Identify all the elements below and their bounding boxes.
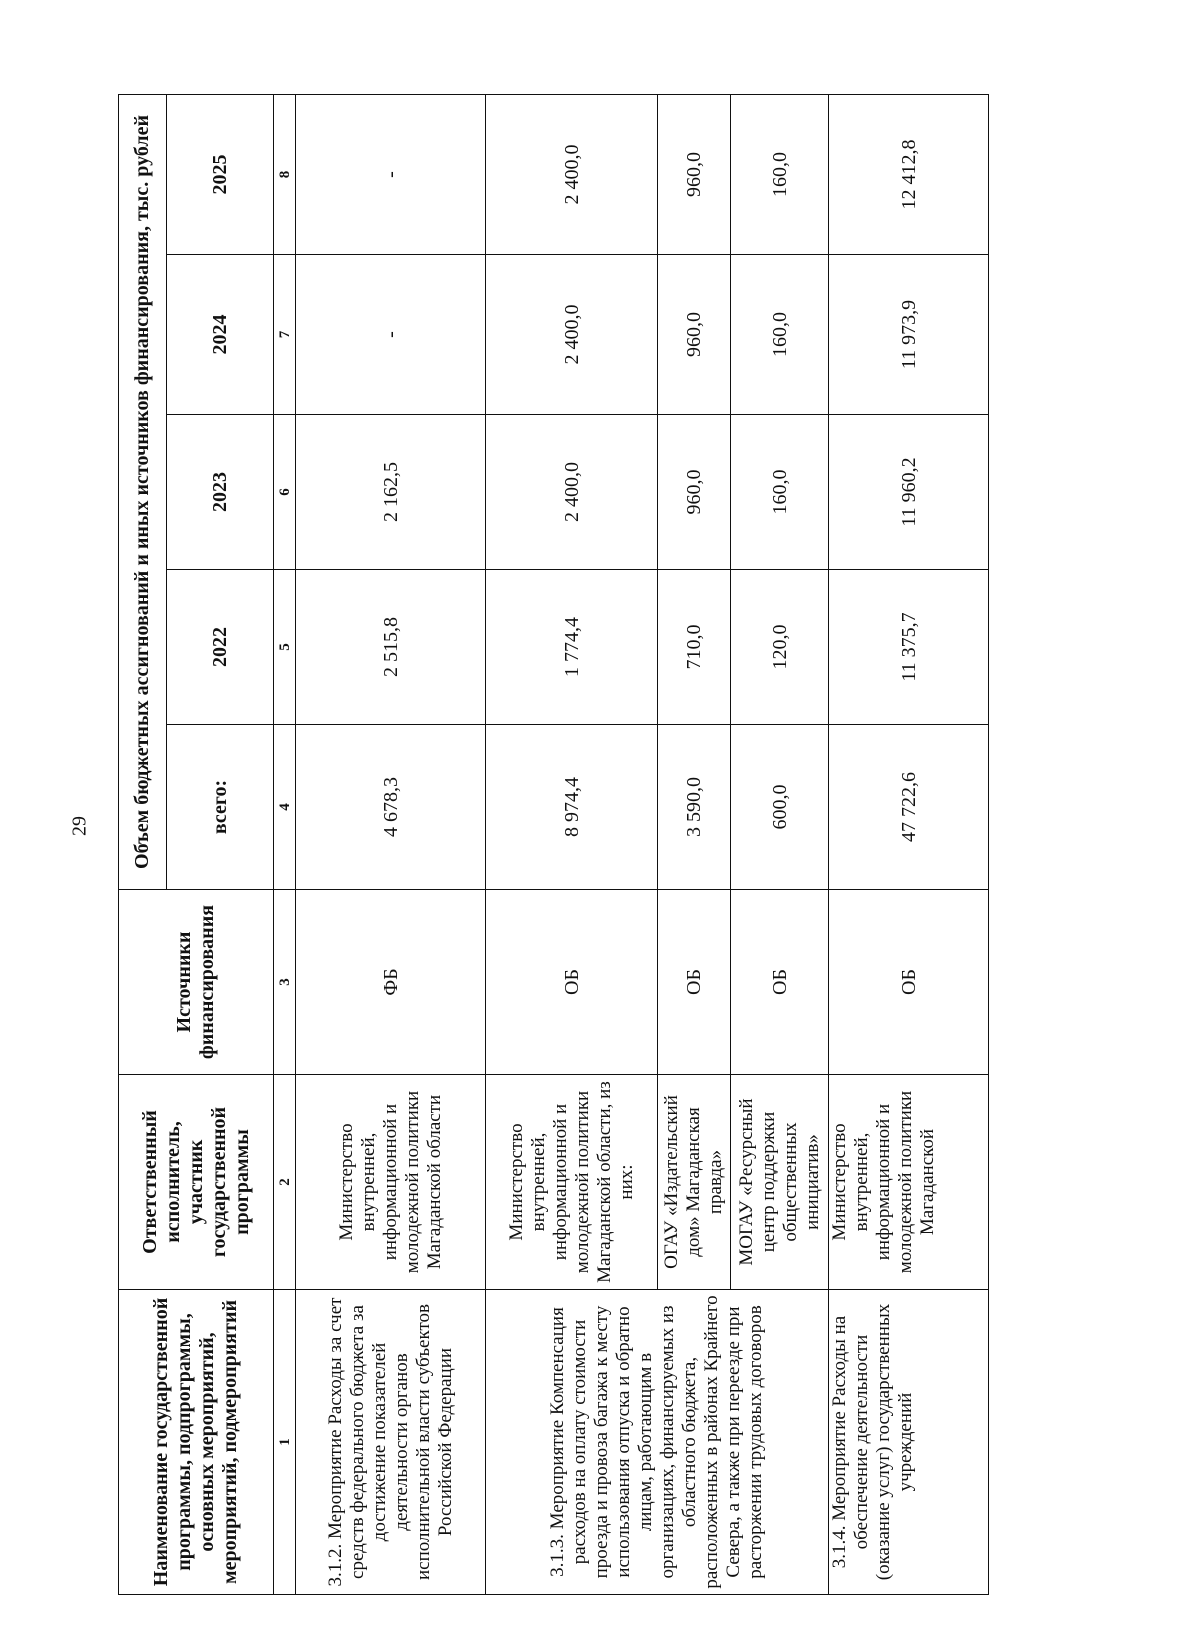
header-2022: 2022 — [167, 570, 274, 725]
financing-table — [118, 94, 989, 1595]
row-value-2025: 12 412,8 — [829, 95, 989, 255]
column-numbers-row — [274, 95, 296, 1595]
row-total: 3 590,0 — [658, 725, 731, 890]
rotated-table-area — [118, 95, 988, 1595]
row-value-2024: 160,0 — [731, 255, 829, 415]
column-number: 7 — [274, 255, 296, 415]
row-name: 3.1.3. Мероприятие Компенсация расходов на оплату стоимости проезда и провоза багажа к месту использования отпуска и обратно лицам, работающим в организациях, финансируемых из областного бюджета, расположенных в районах Крайнего Севера, а также при переезде при расторжении трудовых договоров — [486, 1290, 829, 1595]
row-value-2024: 960,0 — [658, 255, 731, 415]
row-source: ФБ — [296, 890, 486, 1075]
row-name-cell — [829, 1290, 989, 1595]
header-funding-group: Объем бюджетных ассигнований и иных источников финансирования, тыс. рублей — [119, 95, 167, 890]
row-executor: Министерство внутренней, информационной и молодежной политики Магаданской — [829, 1090, 938, 1274]
table-row — [296, 95, 486, 1595]
row-value-2022: 2 515,8 — [296, 570, 486, 725]
row-source: ОБ — [829, 890, 989, 1075]
header-2023: 2023 — [167, 415, 274, 570]
row-source: ОБ — [731, 890, 829, 1075]
row-value-2022: 710,0 — [658, 570, 731, 725]
row-value-2023: 2 162,5 — [296, 415, 486, 570]
column-number: 2 — [274, 1075, 296, 1290]
column-number: 5 — [274, 570, 296, 725]
row-total: 4 678,3 — [296, 725, 486, 890]
row-total: 600,0 — [731, 725, 829, 890]
row-source: ОБ — [486, 890, 658, 1075]
header-executor: Ответственный исполнитель, участник государственной программы — [119, 1075, 274, 1290]
row-value-2022: 120,0 — [731, 570, 829, 725]
row-value-2022: 1 774,4 — [486, 570, 658, 725]
row-value-2024: 11 973,9 — [829, 255, 989, 415]
table-row — [486, 95, 658, 1595]
row-total: 8 974,4 — [486, 725, 658, 890]
row-executor: ОГАУ «Издательский дом» Магаданская правда» — [658, 1075, 731, 1290]
column-number: 3 — [274, 890, 296, 1075]
header-2025: 2025 — [167, 95, 274, 255]
row-executor: Министерство внутренней, информационной и молодежной политики Магаданской области, из них: — [486, 1075, 658, 1290]
table-row — [829, 95, 989, 1595]
row-value-2024: - — [296, 255, 486, 415]
page-number: 29 — [68, 816, 91, 836]
column-number: 4 — [274, 725, 296, 890]
header-source: Источники финансирования — [119, 890, 274, 1075]
row-name: 3.1.2. Мероприятие Расходы за счет средств федерального бюджета за достижение показателей деятельности органов исполнительной власти субъектов Российской Федерации — [296, 1290, 486, 1595]
row-value-2025: - — [296, 95, 486, 255]
row-executor: Министерство внутренней, информационной и молодежной политики Магаданской области — [296, 1075, 486, 1290]
row-value-2024: 2 400,0 — [486, 255, 658, 415]
header-total: всего: — [167, 725, 274, 890]
row-value-2025: 2 400,0 — [486, 95, 658, 255]
row-name: 3.1.4. Мероприятие Расходы на обеспечение деятельности (оказание услуг) государственных учреждений — [829, 1303, 916, 1581]
row-total: 47 722,6 — [829, 725, 989, 890]
row-value-2023: 160,0 — [731, 415, 829, 570]
row-value-2023: 2 400,0 — [486, 415, 658, 570]
row-source: ОБ — [658, 890, 731, 1075]
row-value-2025: 160,0 — [731, 95, 829, 255]
column-number: 1 — [274, 1290, 296, 1595]
header-name: Наименование государственной программы, подпрограммы, основных мероприятий, мероприятий, подмероприятий — [119, 1290, 274, 1595]
row-value-2025: 960,0 — [658, 95, 731, 255]
column-number: 8 — [274, 95, 296, 255]
header-2024: 2024 — [167, 255, 274, 415]
column-number: 6 — [274, 415, 296, 570]
row-executor-cell — [829, 1075, 989, 1290]
row-value-2022: 11 375,7 — [829, 570, 989, 725]
row-value-2023: 960,0 — [658, 415, 731, 570]
row-value-2023: 11 960,2 — [829, 415, 989, 570]
row-executor: МОГАУ «Ресурсный центр поддержки общественных инициатив» — [731, 1075, 829, 1290]
